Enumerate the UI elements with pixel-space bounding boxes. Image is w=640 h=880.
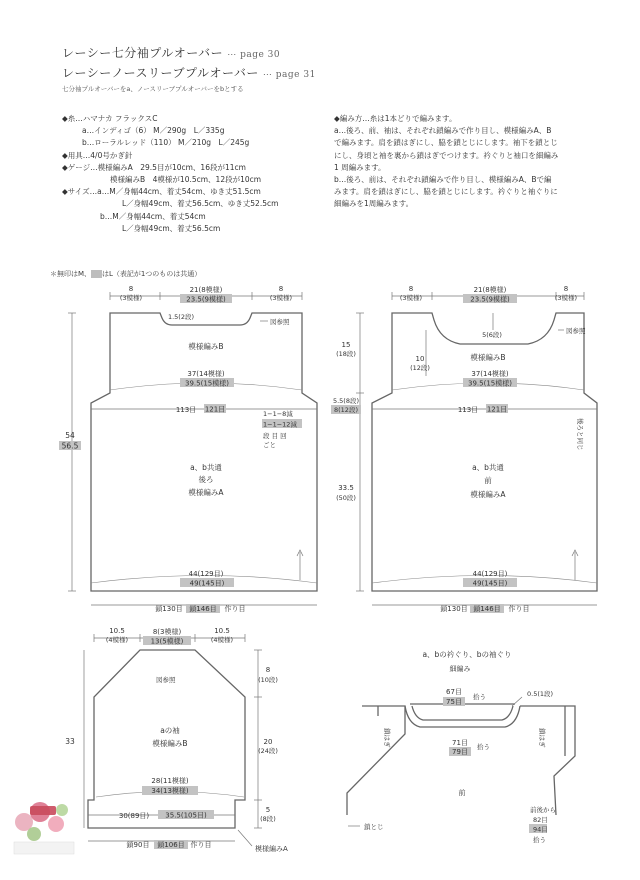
- front-neck-side: 10: [415, 355, 425, 363]
- neckline-title: a、bの衿ぐり、bの袖ぐり: [422, 650, 512, 659]
- front-pattern-b: 模様編みB: [470, 353, 506, 362]
- front-shoulder-left-sub: (3模様): [399, 294, 423, 302]
- front-bottom-l: 49(145目): [472, 579, 508, 588]
- front-bottom-m: 44(129目): [472, 570, 508, 578]
- sleeve-pattern-b: 模様編みB: [152, 739, 188, 748]
- sleeve-top-l: 13(5模様): [150, 637, 184, 646]
- front-st121: 121目: [486, 405, 508, 414]
- back-neck-l: 23.5(9模様): [186, 295, 226, 304]
- sleeve-cap-height-sub: (10段): [258, 676, 278, 684]
- neckline-left-outer: [347, 706, 405, 815]
- back-pattern-b: 模様編みB: [188, 342, 224, 351]
- back-common: a、b共通: [190, 463, 222, 472]
- neck-st67: 67目: [446, 688, 462, 696]
- front-cast-on: 作り目: [508, 605, 530, 613]
- sleeve-chain-l: 鎖106目: [157, 841, 185, 849]
- sleeve-cuff-height: 5: [265, 806, 271, 814]
- back-bottom-l: 49(145目): [189, 579, 225, 588]
- title-b: レーシーノースリーブプルオーバー: [62, 66, 259, 80]
- front-chain-l: 鎖146目: [473, 605, 501, 613]
- back-shoulder-left: 8: [128, 285, 134, 293]
- spec-yarn-a: a…インディゴ（6） M／290g L／335g: [82, 126, 225, 136]
- neckline-band-inner: [412, 706, 513, 720]
- neck-side-seam: 鎖とじ: [364, 823, 384, 831]
- back-yoke-m: 37(14模様): [187, 370, 225, 378]
- neck-pick-2: 拾う: [477, 743, 490, 751]
- front-common: a、b共通: [472, 463, 504, 472]
- front-top-height: 15: [341, 341, 351, 349]
- front-mid-l: 8(12段): [334, 406, 358, 414]
- spec-size-a-l: L／身幅49cm、着丈56.5cm、ゆき丈52.5cm: [122, 199, 279, 209]
- back-shoulder-right-sub: (3模様): [269, 294, 293, 302]
- sleeve-width-l: 34(13模様): [151, 787, 189, 795]
- title-a: レーシー七分袖プルオーバー: [62, 46, 224, 60]
- front-body-height-sub: (50段): [336, 494, 356, 502]
- method-line: で編みます。肩を鎖はぎにし、脇を鎖とじにします。袖下を鎖とじ: [334, 138, 558, 148]
- neckline-diagram: [347, 649, 575, 844]
- spec-yarn: ◆糸…ハマナカ フラックスC: [62, 114, 158, 123]
- sleeve-cap-height: 8: [265, 666, 271, 674]
- back-dec-m: 1−1−8減: [263, 410, 293, 418]
- back-neck-m: 21(8模様): [189, 286, 223, 294]
- neck-st75: 75目: [446, 698, 462, 706]
- spec-yarn-b: b…ローラルレッド（110） M／210g L／245g: [82, 138, 250, 148]
- back-st121: 121目: [204, 405, 226, 414]
- neck-row-1: 0.5(1段): [527, 690, 554, 698]
- neck-shoulder-join-right: 鎖はぎ: [538, 728, 546, 748]
- sleeve-side-left-sub: (4模様): [105, 636, 129, 644]
- method-line: b…後ろ、前は、それぞれ鎖編みで作り目し、模様編みA、Bで編: [334, 175, 552, 185]
- page-ref-a: page 30: [240, 50, 281, 60]
- sleeve-length: 33: [65, 737, 75, 746]
- sleeve-cast-on: 作り目: [190, 841, 212, 849]
- sleeve-side-right: 10.5: [214, 627, 230, 635]
- sleeve-see-diagram: 図参照: [156, 676, 176, 684]
- back-dec-note2: ごと: [263, 441, 276, 449]
- front-shoulder-left: 8: [408, 285, 414, 293]
- method-line: a…後ろ、前、袖は、それぞれ鎖編みで作り目し、模様編みA、B: [334, 126, 552, 136]
- neck-st79: 79目: [452, 748, 468, 756]
- front-chain-m: 鎖130目: [440, 605, 468, 613]
- sleeve-chain-m: 鎖90目: [126, 841, 150, 849]
- back-shoulder-left-sub: (3模様): [119, 294, 143, 302]
- page-ref-b: page 31: [275, 70, 316, 80]
- back-chain-m: 鎖130目: [155, 605, 183, 613]
- neckline-sc: 細編み: [449, 665, 471, 673]
- back-cast-on: 作り目: [224, 605, 246, 613]
- front-neck-depth: 5(6段): [482, 331, 502, 339]
- sleeve-cuff-m: 30(89目): [118, 812, 150, 820]
- sleeve-name: aの袖: [160, 726, 180, 735]
- sleeve-cuff-l: 35.5(105目): [165, 811, 207, 820]
- method-line: 細編みを1周編みます。: [334, 199, 414, 209]
- neck-front: 前: [458, 789, 466, 797]
- armhole-m: 82目: [533, 816, 548, 824]
- neckline-right-outer: [520, 706, 575, 815]
- armhole-from: 前後から: [530, 806, 556, 814]
- sleeve-mid-height-sub: (24段): [258, 747, 278, 755]
- back-bottom-m: 44(129目): [188, 570, 224, 578]
- sleeve-cuff-height-sub: (8段): [260, 815, 276, 823]
- neck-pick-1: 拾う: [473, 693, 486, 701]
- back-outline: [91, 313, 317, 591]
- sleeve-pattern-a: 模様編みA: [255, 845, 288, 853]
- neck-shoulder-join-left: 鎖はぎ: [383, 728, 391, 748]
- back-dec-l: 1−1−12減: [263, 420, 297, 429]
- back-yoke-l: 39.5(15模様): [185, 379, 229, 388]
- front-mid-m: 5.5(8段): [332, 397, 360, 405]
- method-line: ◆編み方…糸は1本どりで編みます。: [334, 114, 457, 123]
- front-pattern-a: 模様編みA: [470, 490, 506, 499]
- back-st113: 113目: [175, 406, 197, 414]
- front-back-same: 後ろと同じ: [576, 418, 584, 451]
- size-note-suffix: はL（表記が1つのものは共通）: [101, 270, 202, 278]
- sleeve-side-left: 10.5: [109, 627, 125, 635]
- rose-watermark: [14, 802, 74, 854]
- front-st113: 113目: [457, 406, 479, 414]
- back-name: 後ろ: [198, 475, 214, 484]
- spec-tool: ◆用具…4/0号かぎ針: [62, 150, 133, 160]
- back-neck-depth: 1.5(2段): [167, 313, 195, 321]
- spec-gauge-b: 模様編みB 4模様が10.5cm、12段が10cm: [110, 175, 262, 185]
- back-diagram: [59, 285, 317, 613]
- front-name: 前: [484, 476, 492, 485]
- subtitle: 七分袖プルオーバーをa、ノースリーブプルオーバーをbとする: [62, 85, 244, 93]
- method-line: みます。肩を鎖はぎにし、脇を鎖とじにします。衿ぐりと袖ぐりに: [334, 187, 558, 197]
- front-neck-l: 23.5(9模様): [470, 295, 510, 304]
- spec-size-a-m: ◆サイズ…a…M／身幅44cm、着丈54cm、ゆき丈51.5cm: [62, 187, 261, 197]
- back-chain-l: 鎖146目: [189, 605, 217, 613]
- back-height-l: 56.5: [61, 441, 79, 451]
- neck-st71: 71目: [452, 739, 468, 747]
- title-line-1: レーシー七分袖プルオーバー ⋯ page 30: [62, 46, 281, 60]
- title-line-2: レーシーノースリーブプルオーバー ⋯ page 31: [62, 66, 316, 80]
- spec-gauge-a: ◆ゲージ…模様編みA 29.5目が10cm、16段が11cm: [62, 162, 246, 172]
- back-see-diagram: 図参照: [270, 318, 290, 326]
- front-diagram: [331, 285, 597, 613]
- back-height-m: 54: [65, 431, 75, 440]
- front-yoke-m: 37(14模様): [471, 370, 509, 378]
- front-top-height-sub: (18段): [336, 350, 356, 358]
- back-pattern-a: 模様編みA: [188, 488, 224, 497]
- spec-size-b-m: b…M／身幅44cm、着丈54cm: [100, 211, 206, 221]
- front-shoulder-right-sub: (3模様): [554, 294, 578, 302]
- front-shoulder-right: 8: [563, 285, 569, 293]
- front-yoke-l: 39.5(15模様): [468, 379, 512, 388]
- front-see-diagram: 図参照: [566, 327, 586, 335]
- method-line: 1 周編みます。: [334, 162, 386, 172]
- front-neck-side-sub: (12段): [410, 364, 430, 372]
- front-neck-m: 21(8模様): [473, 286, 507, 294]
- sleeve-mid-height: 20: [263, 738, 273, 746]
- sleeve-side-right-sub: (4模様): [210, 636, 234, 644]
- armhole-pick: 拾う: [533, 836, 546, 844]
- sleeve-top-m: 8(3模様): [152, 628, 182, 636]
- sleeve-diagram: [65, 627, 288, 853]
- front-body-height: 33.5: [338, 484, 354, 492]
- back-shoulder-right: 8: [278, 285, 284, 293]
- neckline-band-outer: [405, 706, 520, 727]
- sleeve-width-m: 28(11模様): [151, 777, 189, 785]
- armhole-l: 94目: [533, 825, 548, 834]
- size-note-prefix: ＊無印はM、: [50, 270, 92, 278]
- method-line: にし、身頃と袖を裏から鎖はぎでつけます。衿ぐりと袖口を細編み: [334, 150, 559, 160]
- back-dec-note1: 段 目 回: [263, 432, 287, 440]
- spec-size-b-l: L／身幅49cm、着丈56.5cm: [122, 223, 221, 233]
